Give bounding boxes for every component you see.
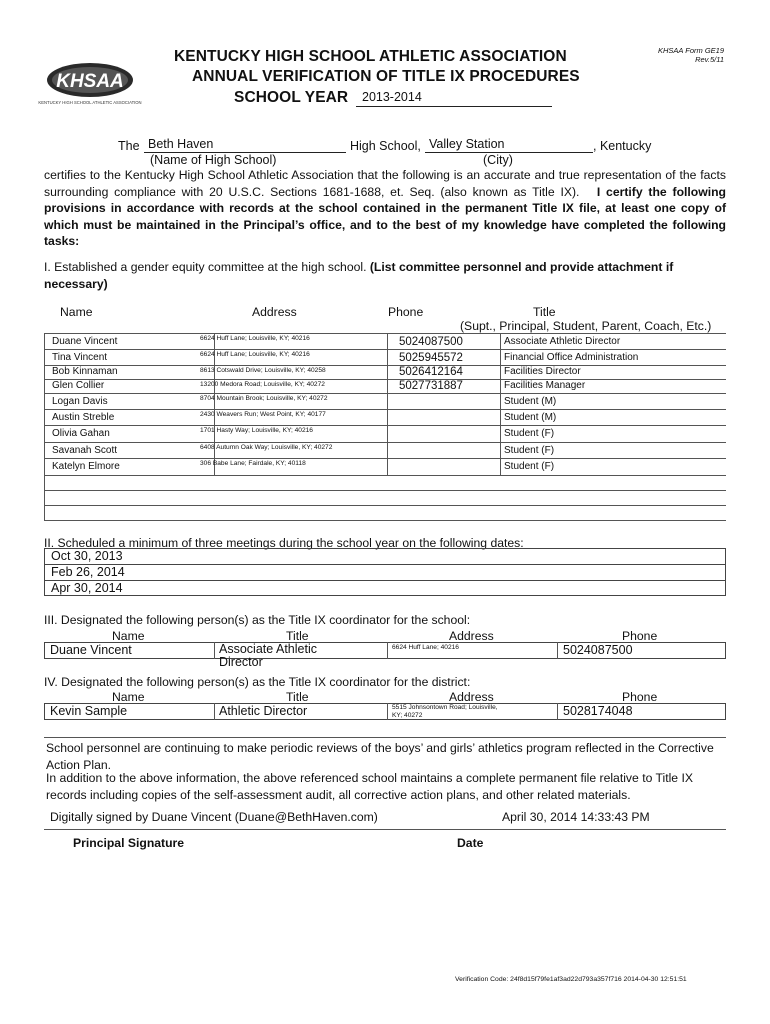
s4-col-address: Address (449, 690, 494, 704)
verification-code: Verification Code: 24f8d15f79fe1af3ad22d793a357f716 2014-04-30 12:51:51 (455, 976, 687, 983)
committee-address-cell[interactable]: 13200 Medora Road; Louisville, KY; 40272 (200, 381, 325, 388)
section1-heading-normal: I. Established a gender equity committee at the high school. (44, 260, 367, 274)
committee-name-cell[interactable]: Bob Kinnaman (52, 366, 118, 377)
s3-title[interactable] (219, 643, 317, 669)
committee-name-cell[interactable]: Logan Davis (52, 396, 108, 407)
table-row-divider (44, 458, 726, 459)
meeting-date-2[interactable]: Feb 26, 2014 (45, 565, 725, 581)
title-line-1: KENTUCKY HIGH SCHOOL ATHLETIC ASSOCIATION (174, 48, 567, 65)
section2-heading: II. Scheduled a minimum of three meetings during the school year on the following dates: (44, 536, 524, 550)
committee-name-cell[interactable]: Duane Vincent (52, 336, 118, 347)
intro-normal: certifies to the Kentucky High School Athletic Association that the following is an accurate and true representation of the facts surrounding compliance with 20 U.S.C. Sections 1681-1688, et. Seq. (also known as Title IX). (44, 168, 726, 199)
meeting-dates-box (44, 548, 726, 596)
table-row-divider (44, 425, 726, 426)
committee-title-cell[interactable]: Financial Office Administration (504, 352, 639, 363)
committee-address-cell[interactable]: 6624 Huff Lane; Louisville, KY; 40216 (200, 351, 310, 358)
date-label: Date (457, 836, 484, 850)
s3-divider-1 (214, 642, 215, 659)
s4-name[interactable]: Kevin Sample (50, 704, 128, 718)
signed-date: April 30, 2014 14:33:43 PM (502, 810, 650, 824)
s4-divider-2 (387, 703, 388, 720)
school-caption: (Name of High School) (150, 153, 277, 167)
intro-paragraph (44, 167, 726, 250)
signed-by: Digitally signed by Duane Vincent (Duane@BethHaven.com) (50, 810, 378, 824)
table-row-divider (44, 505, 726, 506)
city-field[interactable] (425, 136, 593, 153)
committee-name-cell[interactable]: Olivia Gahan (52, 428, 110, 439)
section1-heading (44, 259, 684, 292)
committee-name-cell[interactable]: Katelyn Elmore (52, 461, 120, 472)
committee-phone-cell[interactable]: 5027731887 (399, 380, 463, 392)
committee-phone-cell[interactable]: 5026412164 (399, 366, 463, 378)
table-row-divider (44, 379, 726, 380)
col-phone-header: Phone (388, 305, 424, 319)
table-row-divider (44, 349, 726, 350)
signature-rule (44, 829, 726, 830)
committee-title-cell[interactable]: Student (F) (504, 461, 555, 472)
logo-subtext: KENTUCKY HIGH SCHOOL ATHLETIC ASSOCIATION (38, 100, 142, 105)
s4-phone[interactable]: 5028174048 (563, 704, 633, 718)
table-left-border (44, 333, 45, 521)
section4-heading: IV. Designated the following person(s) as the Title IX coordinator for the district: (44, 675, 471, 689)
table-row-divider (44, 393, 726, 394)
s3-address[interactable]: 6624 Huff Lane; 40216 (392, 644, 459, 651)
s3-col-phone: Phone (622, 629, 658, 643)
committee-name-cell[interactable]: Austin Streble (52, 412, 115, 423)
s4-address-line1: 5515 Johnsontown Road; Louisville, (392, 704, 498, 711)
closing-rule (44, 737, 726, 738)
committee-phone-cell[interactable]: 5025945572 (399, 352, 463, 364)
s4-col-phone: Phone (622, 690, 658, 704)
committee-address-cell[interactable]: 6624 Huff Lane; Louisville, KY; 40216 (200, 335, 310, 342)
committee-address-cell[interactable]: 2430 Weavers Run; West Point, KY; 40177 (200, 411, 326, 418)
committee-title-cell[interactable]: Student (M) (504, 412, 557, 423)
title-line-2: ANNUAL VERIFICATION OF TITLE IX PROCEDURES (192, 68, 580, 85)
s3-col-name: Name (112, 629, 145, 643)
committee-address-cell[interactable]: 1701 Hasty Way; Louisville, KY; 40216 (200, 427, 313, 434)
meeting-date-1[interactable]: Oct 30, 2013 (45, 549, 725, 565)
closing-para-2: In addition to the above information, the above referenced school maintains a complete permanent file relative to Title IX records including copies of the self-assessment audit, all corrective action plans, and other related materials. (46, 771, 693, 802)
committee-phone-cell[interactable]: 5024087500 (399, 336, 463, 348)
committee-title-cell[interactable]: Facilities Director (504, 366, 581, 377)
committee-title-cell[interactable]: Facilities Manager (504, 380, 586, 391)
form-id: KHSAA Form GE19 (658, 46, 724, 55)
s4-col-name: Name (112, 690, 145, 704)
closing-para-1: School personnel are continuing to make periodic reviews of the boys’ and girls’ athletics program reflected in the Corrective Action Plan. (46, 741, 714, 772)
city-caption: (City) (483, 153, 513, 167)
s4-address[interactable] (392, 704, 498, 720)
s3-phone[interactable]: 5024087500 (563, 643, 633, 657)
section1-heading-bold: (List committee personnel and provide attachment if necessary) (44, 260, 674, 291)
table-row-divider (44, 475, 726, 476)
principal-signature-label: Principal Signature (73, 836, 185, 850)
s4-address-line2: KY; 40272 (392, 712, 423, 719)
committee-title-cell[interactable]: Student (F) (504, 445, 555, 456)
form-id-block (658, 46, 724, 64)
school-year-label: SCHOOL YEAR (234, 89, 349, 106)
high-school-label: High School, (350, 139, 421, 153)
s4-col-title: Title (286, 690, 309, 704)
s3-divider-3 (557, 642, 558, 659)
s3-name[interactable]: Duane Vincent (50, 643, 132, 657)
the-label: The (118, 139, 140, 153)
logo-text: KHSAA (56, 71, 124, 92)
committee-title-cell[interactable]: Student (F) (504, 428, 555, 439)
form-rev: Rev.5/11 (695, 55, 724, 64)
committee-name-cell[interactable]: Tina Vincent (52, 352, 108, 363)
col-address-header: Address (252, 305, 297, 319)
s4-divider-3 (557, 703, 558, 720)
col-title-header: Title (533, 305, 556, 319)
section3-heading: III. Designated the following person(s) as the Title IX coordinator for the school: (44, 613, 471, 627)
table-col-divider (387, 333, 388, 475)
committee-address-cell[interactable]: 306 Babe Lane; Fairdale, KY; 40118 (200, 460, 306, 467)
city-value: Valley Station (429, 137, 505, 151)
committee-name-cell[interactable]: Savanah Scott (52, 445, 118, 456)
s3-title-line2: Director (219, 655, 263, 669)
school-name-field[interactable] (144, 136, 346, 153)
committee-address-cell[interactable]: 6408 Autumn Oak Way; Louisville, KY; 40272 (200, 444, 333, 451)
meeting-date-3[interactable]: Apr 30, 2014 (51, 581, 123, 595)
committee-address-cell[interactable]: 8613 Cotswald Drive; Louisville, KY; 40258 (200, 367, 326, 374)
intro-bold: I certify the following provisions in accordance with records at the school contained in the permanent Title IX file, at least one copy of which must be maintained in the Principal’s office, and to the best of my knowledge have completed the following tasks: (44, 184, 726, 248)
table-row-divider (44, 409, 726, 410)
s3-divider-2 (387, 642, 388, 659)
table-row-divider (44, 442, 726, 443)
s4-divider-1 (214, 703, 215, 720)
col-name-header: Name (60, 305, 93, 319)
table-row-divider (44, 490, 726, 491)
s4-title[interactable]: Athletic Director (219, 704, 308, 718)
school-name-value: Beth Haven (148, 137, 214, 151)
s3-title-line1: Associate Athletic (219, 642, 317, 656)
school-year-value: 2013-2014 (362, 90, 422, 104)
khsaa-logo (38, 60, 142, 108)
committee-title-cell[interactable]: Student (M) (504, 396, 557, 407)
col-title-subheader: (Supt., Principal, Student, Parent, Coach, Etc.) (460, 319, 712, 333)
table-col-divider (500, 333, 501, 475)
s3-col-title: Title (286, 629, 309, 643)
table-row-divider (44, 365, 726, 366)
committee-title-cell[interactable]: Associate Athletic Director (504, 336, 621, 347)
committee-address-cell[interactable]: 8704 Mountain Brook; Louisville, KY; 40272 (200, 395, 328, 402)
committee-name-cell[interactable]: Glen Collier (52, 380, 105, 391)
school-year-field[interactable] (356, 89, 552, 107)
state-label: , Kentucky (593, 139, 652, 153)
s3-col-address: Address (449, 629, 494, 643)
